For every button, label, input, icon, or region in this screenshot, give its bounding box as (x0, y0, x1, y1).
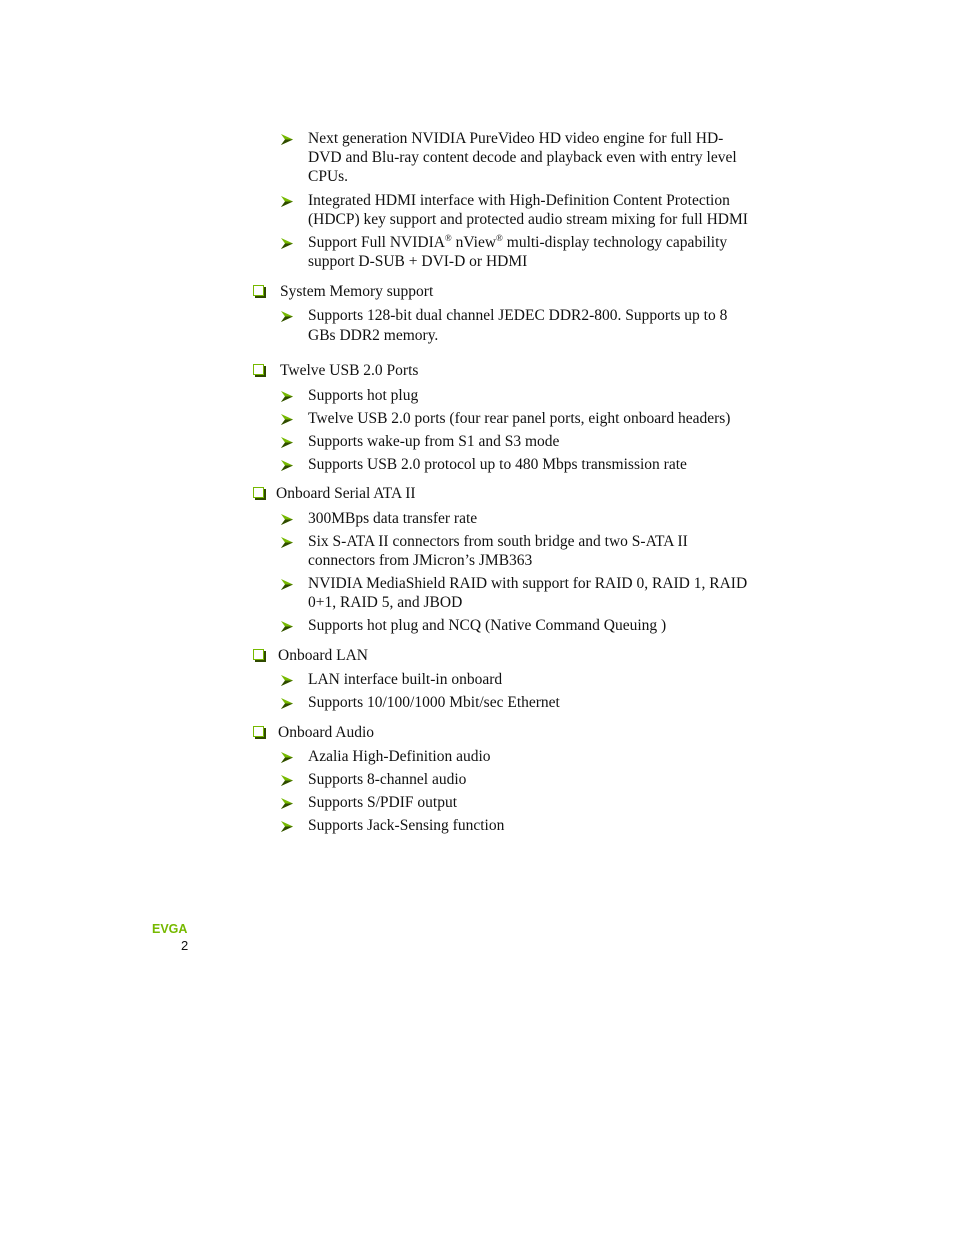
checkbox-bullet-icon (253, 285, 264, 296)
checkbox-bullet-icon (253, 364, 264, 375)
sata-item-4: Supports hot plug and NCQ (Native Command Queuing ) (308, 617, 667, 634)
arrowhead-bullet-icon (281, 821, 293, 832)
arrowhead-bullet-icon (281, 437, 293, 448)
multi-display-text: multi-display technology capability (502, 234, 728, 251)
intro-bullet-1-line-1: Next generation NVIDIA PureVideo HD video engine for full HD- (308, 130, 724, 147)
section-heading-system-memory: System Memory support (280, 283, 434, 300)
usb-item-2: Twelve USB 2.0 ports (four rear panel ports, eight onboard headers) (308, 410, 731, 427)
arrowhead-bullet-icon (281, 514, 293, 525)
lan-item-1: LAN interface built-in onboard (308, 671, 503, 688)
arrowhead-bullet-icon (281, 579, 293, 590)
intro-bullet-2-line-1: Integrated HDMI interface with High-Definition Content Protection (308, 192, 730, 209)
intro-bullet-1-line-3: CPUs. (308, 168, 349, 185)
audio-item-3: Supports S/PDIF output (308, 794, 458, 811)
usb-item-1: Supports hot plug (308, 387, 419, 404)
registered-mark: ® (444, 233, 452, 243)
intro-bullet-1-line-2: DVD and Blu-ray content decode and playback even with entry level (308, 149, 737, 166)
usb-item-4: Supports USB 2.0 protocol up to 480 Mbps transmission rate (308, 456, 687, 473)
intro-bullet-3-line-2: support D-SUB + DVI-D or HDMI (308, 253, 528, 270)
memory-item-1-line-2: GBs DDR2 memory. (308, 327, 439, 344)
audio-item-1: Azalia High-Definition audio (308, 748, 491, 765)
footer-brand: EVGA (152, 922, 188, 936)
registered-mark: ® (496, 233, 503, 243)
arrowhead-bullet-icon (281, 621, 293, 632)
usb-item-3: Supports wake-up from S1 and S3 mode (308, 433, 560, 450)
sata-item-3-line-1: NVIDIA MediaShield RAID with support for RAID 0, RAID 1, RAID (308, 575, 748, 592)
section-heading-lan: Onboard LAN (278, 647, 368, 664)
arrowhead-bullet-icon (281, 391, 293, 402)
sata-item-2-line-2: connectors from JMicron’s JMB363 (308, 552, 533, 569)
section-heading-sata: Onboard Serial ATA II (276, 485, 416, 502)
intro-bullet-3-line-1 (308, 233, 727, 252)
arrowhead-bullet-icon (281, 537, 293, 548)
arrowhead-bullet-icon (281, 798, 293, 809)
arrowhead-bullet-icon (281, 698, 293, 709)
arrowhead-bullet-icon (281, 238, 293, 249)
section-heading-usb: Twelve USB 2.0 Ports (280, 362, 419, 379)
checkbox-bullet-icon (253, 726, 264, 737)
nview-text: nView (451, 234, 497, 251)
arrowhead-bullet-icon (281, 414, 293, 425)
intro-bullet-2-line-2: (HDCP) key support and protected audio stream mixing for full HDMI (308, 211, 748, 228)
sata-item-3-line-2: 0+1, RAID 5, and JBOD (308, 594, 463, 611)
memory-item-1-line-1: Supports 128-bit dual channel JEDEC DDR2-800. Supports up to 8 (308, 307, 728, 324)
arrowhead-bullet-icon (281, 675, 293, 686)
arrowhead-bullet-icon (281, 775, 293, 786)
arrowhead-bullet-icon (281, 311, 293, 322)
lan-item-2: Supports 10/100/1000 Mbit/sec Ethernet (308, 694, 560, 711)
arrowhead-bullet-icon (281, 196, 293, 207)
section-heading-audio: Onboard Audio (278, 724, 375, 741)
page-number: 2 (181, 938, 189, 953)
audio-item-4: Supports Jack-Sensing function (308, 817, 505, 834)
audio-item-2: Supports 8-channel audio (308, 771, 467, 788)
arrowhead-bullet-icon (281, 460, 293, 471)
sata-item-1: 300MBps data transfer rate (308, 510, 478, 527)
nvidia-text: Support Full NVIDIA (308, 234, 445, 251)
arrowhead-bullet-icon (281, 752, 293, 763)
checkbox-bullet-icon (253, 649, 264, 660)
checkbox-bullet-icon (253, 487, 264, 498)
sata-item-2-line-1: Six S-ATA II connectors from south bridge and two S-ATA II (308, 533, 688, 550)
arrowhead-bullet-icon (281, 134, 293, 145)
